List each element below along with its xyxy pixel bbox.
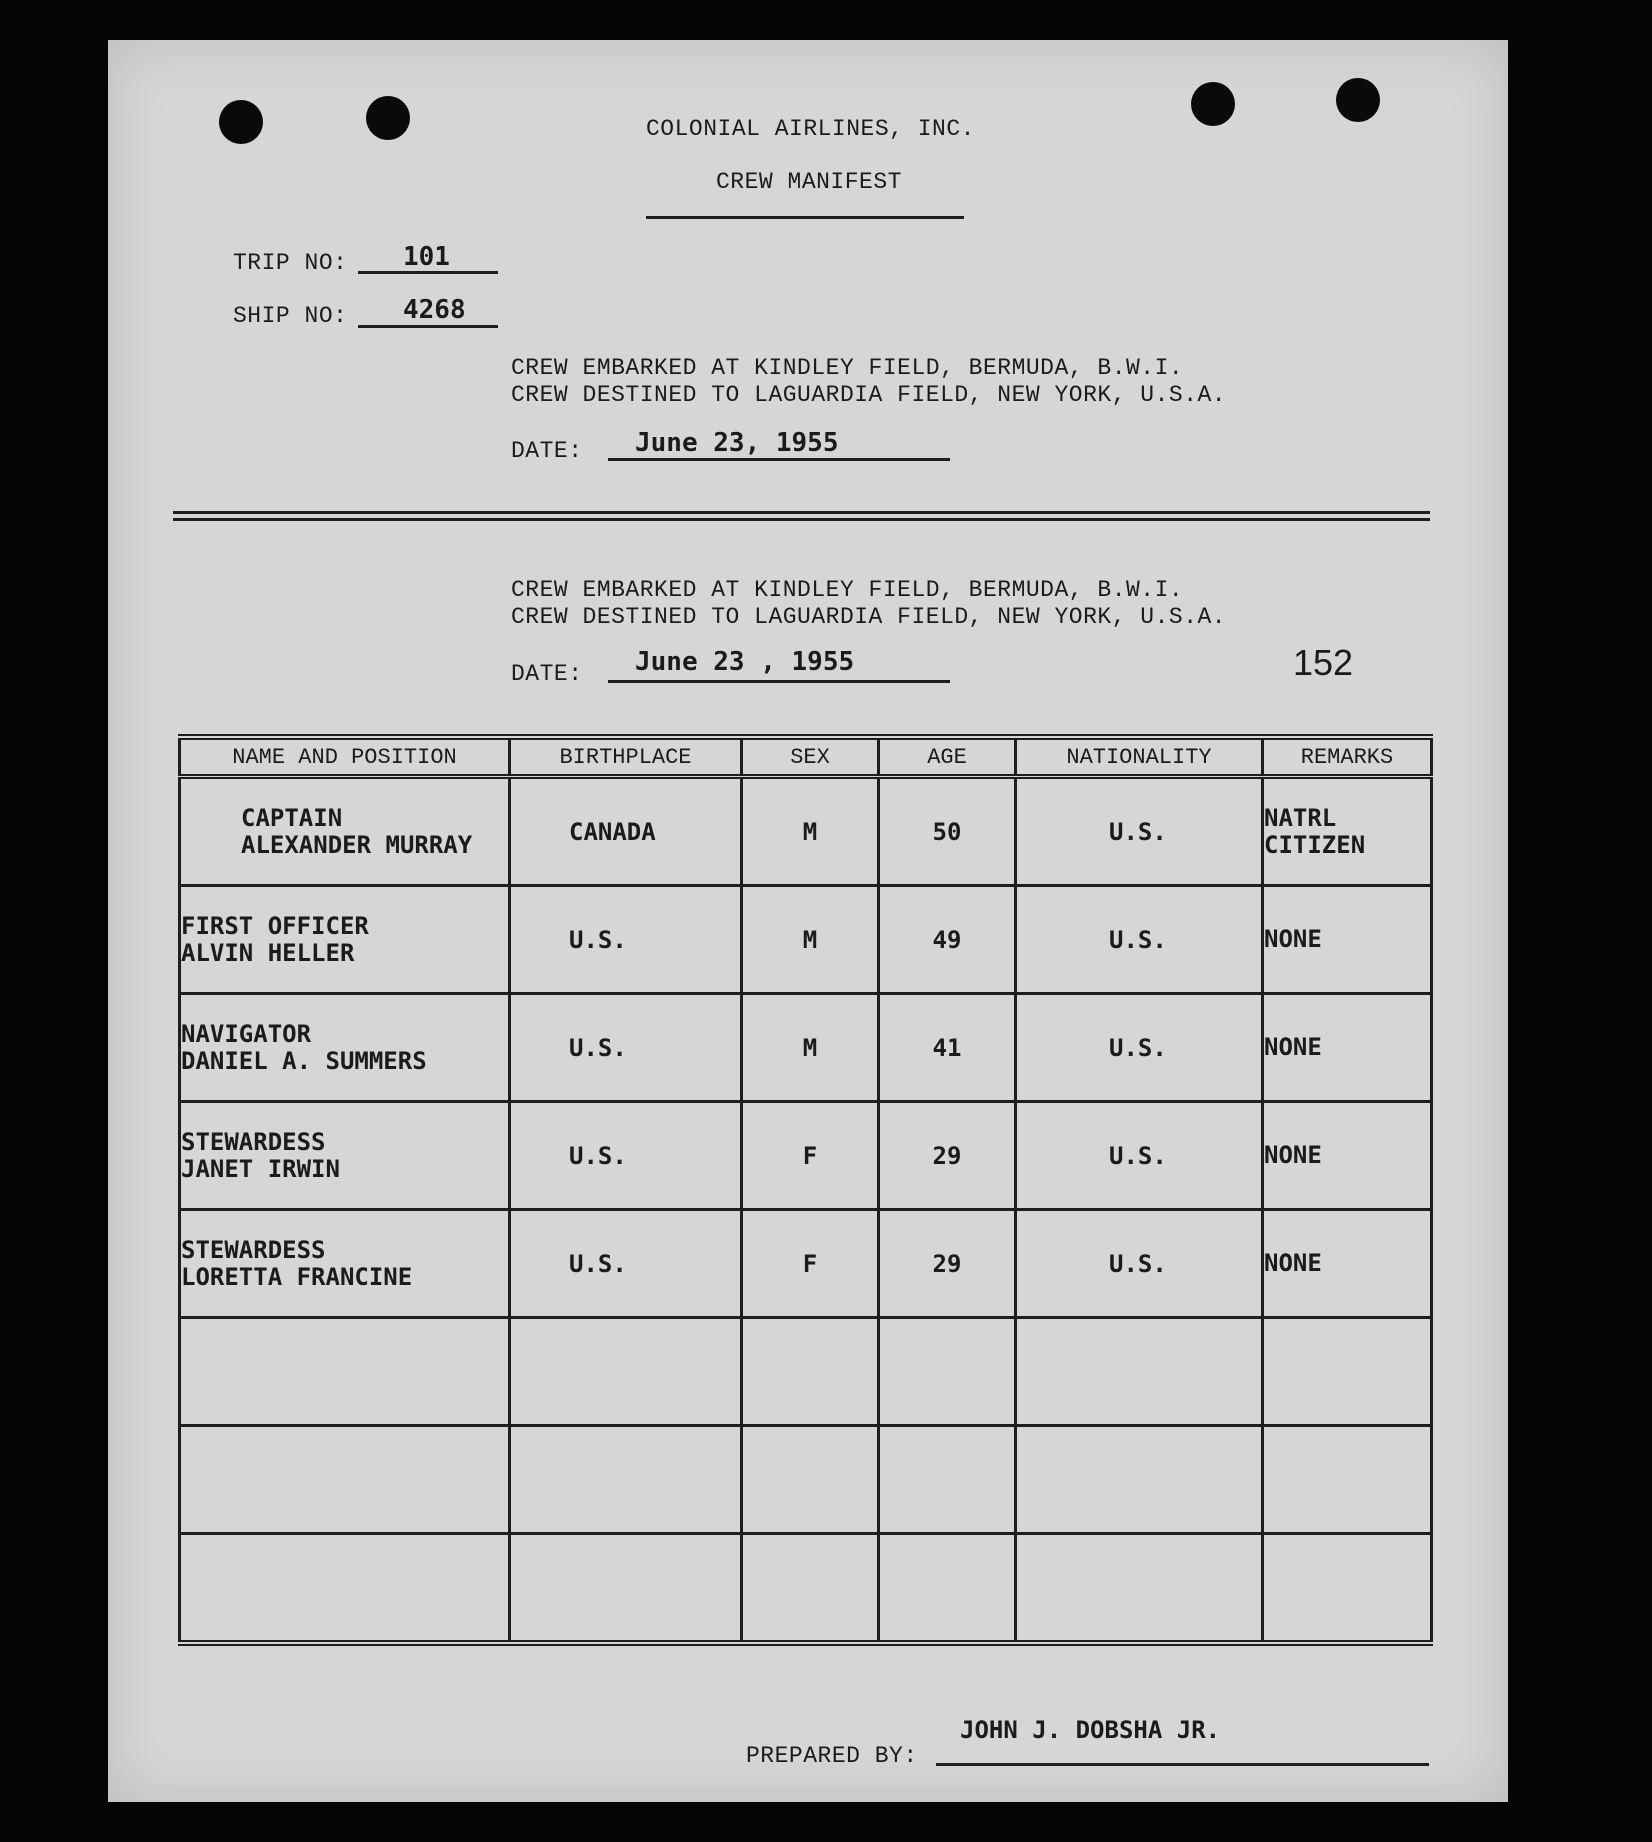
age-cell: 50	[879, 777, 1016, 886]
crew-name: DANIEL A. SUMMERS	[181, 1046, 427, 1075]
manifest-page	[108, 40, 1508, 1802]
birthplace-cell: U.S.	[510, 1102, 742, 1210]
name-position-cell	[180, 886, 510, 994]
table-row	[180, 886, 1432, 994]
crew-position: STEWARDESS	[181, 1127, 326, 1156]
column-header: NATIONALITY	[1016, 737, 1263, 777]
company-name: COLONIAL AIRLINES, INC.	[646, 116, 975, 142]
table-header-row	[180, 737, 1432, 777]
crew-position: STEWARDESS	[181, 1235, 326, 1264]
name-position-cell	[180, 994, 510, 1102]
column-header: REMARKS	[1263, 737, 1432, 777]
ship-underline	[358, 325, 498, 328]
date-label: DATE:	[511, 661, 583, 687]
destined-line: CREW DESTINED TO LAGUARDIA FIELD, NEW YORK, U.S.A.	[511, 604, 1227, 630]
column-header: AGE	[879, 737, 1016, 777]
embarked-line: CREW EMBARKED AT KINDLEY FIELD, BERMUDA, B.W.I.	[511, 355, 1184, 381]
punch-hole	[219, 100, 263, 144]
trip-number: 101	[403, 242, 450, 272]
empty-table-row	[180, 1318, 1432, 1426]
name-position-cell	[180, 1102, 510, 1210]
destined-line: CREW DESTINED TO LAGUARDIA FIELD, NEW YORK, U.S.A.	[511, 382, 1227, 408]
crew-position: CAPTAIN	[241, 803, 343, 832]
trip-label: TRIP NO:	[233, 250, 348, 276]
prepared-by-name: JOHN J. DOBSHA JR.	[960, 1716, 1221, 1744]
title-underline	[646, 216, 964, 219]
crew-name: LORETTA FRANCINE	[181, 1262, 413, 1291]
punch-hole	[1191, 82, 1235, 126]
sex-cell: M	[742, 886, 879, 994]
nationality-cell: U.S.	[1016, 1210, 1263, 1318]
nationality-cell: U.S.	[1016, 886, 1263, 994]
remarks-cell: NATRL CITIZEN	[1263, 777, 1432, 886]
table-row	[180, 994, 1432, 1102]
ship-number: 4268	[403, 295, 466, 325]
sex-cell: M	[742, 777, 879, 886]
sex-cell: M	[742, 994, 879, 1102]
birthplace-cell: U.S.	[510, 994, 742, 1102]
remarks-cell: NONE	[1263, 1102, 1432, 1210]
nationality-cell: U.S.	[1016, 994, 1263, 1102]
age-cell: 49	[879, 886, 1016, 994]
age-cell: 29	[879, 1102, 1016, 1210]
crew-name: ALVIN HELLER	[181, 938, 355, 967]
section-divider	[173, 518, 1430, 521]
date-value: June 23, 1955	[635, 428, 839, 458]
punch-hole	[366, 96, 410, 140]
prepared-by-label: PREPARED BY:	[746, 1743, 918, 1769]
age-cell: 29	[879, 1210, 1016, 1318]
crew-position: NAVIGATOR	[181, 1019, 312, 1048]
table-row	[180, 1102, 1432, 1210]
column-header: NAME AND POSITION	[180, 737, 510, 777]
ship-label: SHIP NO:	[233, 303, 348, 329]
punch-hole	[1336, 78, 1380, 122]
column-header: BIRTHPLACE	[510, 737, 742, 777]
trip-underline	[358, 271, 498, 274]
page-number: 152	[1293, 642, 1354, 683]
remarks-cell: NONE	[1263, 886, 1432, 994]
document-title: CREW MANIFEST	[716, 169, 902, 195]
sex-cell: F	[742, 1210, 879, 1318]
name-position-cell	[180, 777, 510, 886]
date-label: DATE:	[511, 438, 583, 464]
remarks-cell: NONE	[1263, 1210, 1432, 1318]
remarks-cell: NONE	[1263, 994, 1432, 1102]
embarked-line: CREW EMBARKED AT KINDLEY FIELD, BERMUDA, B.W.I.	[511, 577, 1184, 603]
date-underline	[608, 458, 950, 461]
table-row	[180, 777, 1432, 886]
name-position-cell	[180, 1210, 510, 1318]
column-header: SEX	[742, 737, 879, 777]
nationality-cell: U.S.	[1016, 1102, 1263, 1210]
birthplace-cell: U.S.	[510, 886, 742, 994]
sex-cell: F	[742, 1102, 879, 1210]
section-divider	[173, 511, 1430, 514]
nationality-cell: U.S.	[1016, 777, 1263, 886]
crew-name: JANET IRWIN	[181, 1154, 340, 1183]
table-row	[180, 1210, 1432, 1318]
empty-table-row	[180, 1426, 1432, 1534]
age-cell: 41	[879, 994, 1016, 1102]
crew-name: ALEXANDER MURRAY	[241, 830, 473, 859]
date-value: June 23 , 1955	[635, 647, 855, 677]
birthplace-cell: U.S.	[510, 1210, 742, 1318]
crew-position: FIRST OFFICER	[181, 911, 369, 940]
signature-line	[936, 1763, 1429, 1766]
empty-table-row	[180, 1534, 1432, 1644]
birthplace-cell: CANADA	[510, 777, 742, 886]
crew-table	[178, 734, 1433, 1646]
date-underline	[608, 680, 950, 683]
